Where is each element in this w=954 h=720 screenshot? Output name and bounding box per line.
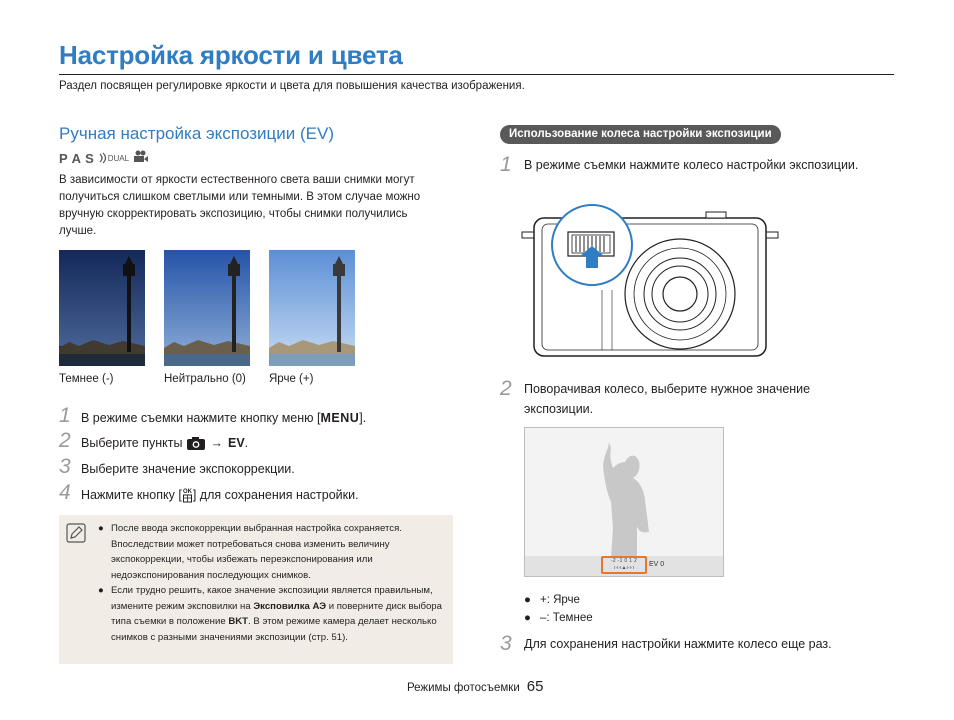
svg-text:OK: OK (182, 489, 192, 495)
note-item: ● После ввода экспокоррекции выбранная настройка сохраняется. Впоследствии может потребоваться снова изменить величину экспокоррекции, чтобы избежать переэкспонирования или недоэкспонирования последующих снимков. (98, 523, 402, 581)
page-title: Настройка яркости и цвета (59, 40, 403, 70)
ev-scale: -2 -1 0 1 2 (610, 558, 638, 564)
right-step-3: 3 Для сохранения настройки нажмите колесо еще раз. (500, 632, 832, 655)
camera-illustration (520, 198, 780, 367)
mode-dual-icon: DUAL (98, 152, 129, 164)
page-number: 65 (526, 678, 544, 695)
caption-brighter: Ярче (+) (269, 373, 314, 385)
mode-movie-icon (132, 150, 148, 166)
footer-label: Режимы фотосъемки (407, 682, 520, 694)
subsection-pill: Использование колеса настройки экспозиции (500, 125, 781, 144)
note-item: ● Если трудно решить, какое значение экспозиции является правильным, измените режим эксповилки на Эксповилка АЭ и поверните диск выбора типа съемки в положение BKT. В этом режиме камера делает несколько снимков с разными значениями экспозиции (стр. 51). (98, 585, 442, 643)
mode-icons (59, 150, 148, 166)
mode-p-icon: P (59, 150, 69, 166)
section-body: В зависимости от яркости естественного света ваши снимки могут получиться слишком светлыми или темными. В этом случае можно вручную скорректировать экспозицию, чтобы снимки получились лучше. (59, 174, 421, 237)
ev-value-label: EV 0 (649, 561, 665, 568)
ok-button-icon (182, 487, 193, 503)
left-step-1: 1 В режиме съемки нажмите кнопку меню [MENU]. (59, 404, 367, 427)
lcd-screen (524, 427, 724, 577)
left-step-3: 3 Выберите значение экспокоррекции. (59, 455, 295, 478)
sample-photo-neutral (164, 250, 250, 366)
page-footer (407, 678, 543, 695)
bullet-brighter: ● +: Ярче (524, 594, 580, 606)
right-step-2: 2 Поворачивая колесо, выберите нужное значение экспозиции. (500, 377, 811, 416)
page-intro: Раздел посвящен регулировке яркости и цвета для повышения качества изображения. (59, 80, 525, 92)
caption-darker: Темнее (-) (59, 373, 114, 385)
mode-a-icon: A (71, 150, 83, 166)
section-title: Ручная настройка экспозиции (EV) (59, 124, 335, 143)
caption-neutral: Нейтрально (0) (164, 373, 246, 385)
left-step-2: 2 Выберите пункты → EV. (59, 429, 249, 452)
mode-s-icon: S (85, 150, 95, 166)
bullet-darker: ● –: Темнее (524, 612, 593, 624)
sample-photo-brighter (269, 250, 355, 366)
title-divider (59, 74, 894, 75)
left-step-4: 4 Нажмите кнопку [ OK ] для сохранения настройки. (59, 481, 359, 504)
note-pencil-icon (66, 523, 86, 543)
menu-key: MENU (320, 411, 360, 425)
camera-icon (187, 437, 205, 450)
right-step-1: 1 В режиме съемки нажмите колесо настройки экспозиции. (500, 153, 859, 176)
note-list (98, 521, 450, 645)
ev-scale-highlight: -2 -1 0 1 2 ı·ı·ı▲ı·ı·ı (601, 556, 647, 574)
sample-photo-darker (59, 250, 145, 366)
